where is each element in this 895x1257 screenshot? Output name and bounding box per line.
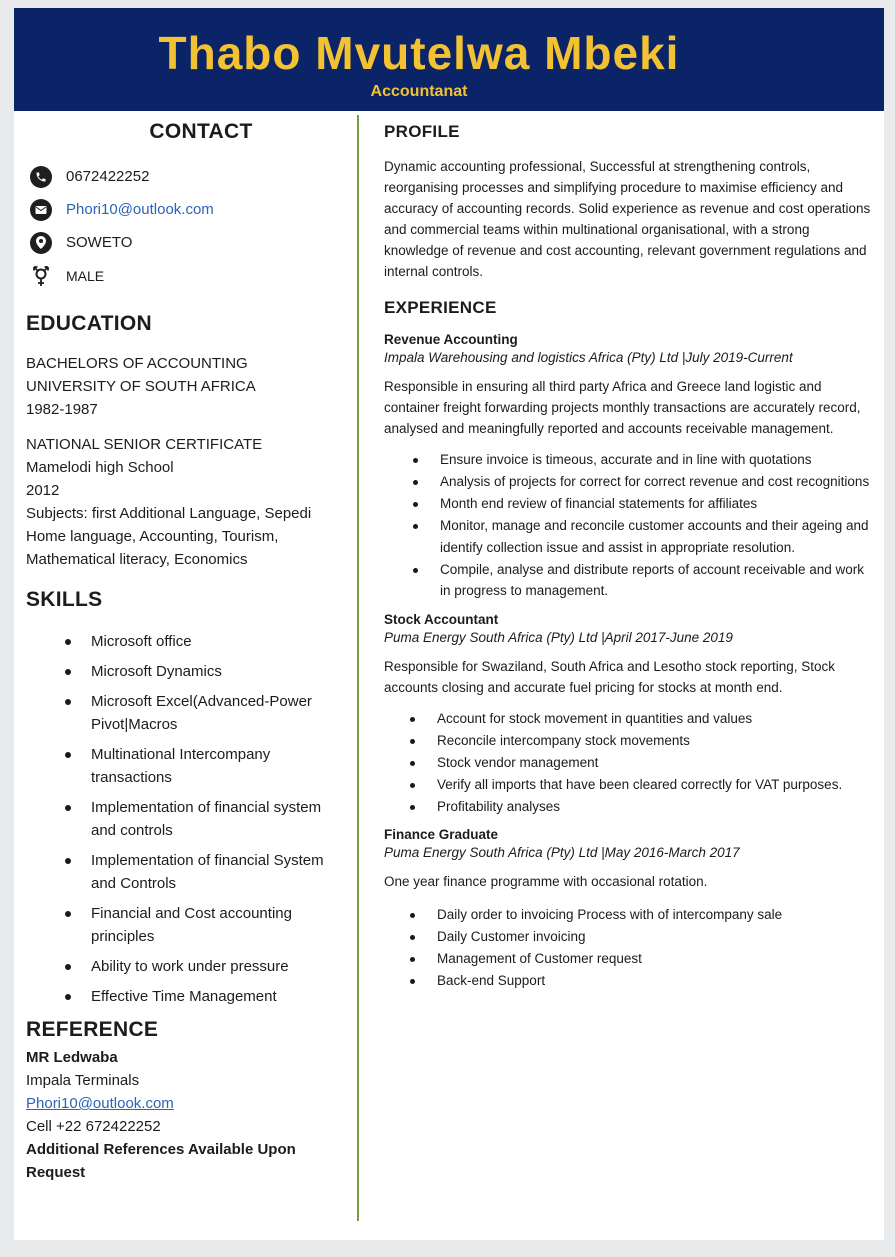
skills-section [26,588,346,1008]
skill-item: Microsoft office [63,630,346,653]
skill-item: Microsoft Excel(Advanced-Power Pivot|Macros [63,690,346,736]
education-heading: EDUCATION [26,312,152,335]
job-bullet: Daily Customer invoicing [408,926,874,948]
job-company: Puma Energy South Africa (Pty) Ltd |May 2016-March 2017 [384,845,740,860]
education-qualification: BACHELORS OF ACCOUNTING [26,355,248,372]
reference-name: MR Ledwaba [26,1049,118,1066]
education-qualification: NATIONAL SENIOR CERTIFICATE [26,436,263,453]
reference-note: Additional References Available Upon Request [26,1141,296,1181]
job-summary: Responsible in ensuring all third party Africa and Greece land logistic and container freight forwarding projects monthly transactions are accurately record, analysed and meaningfully reported and accounts receivable management. [384,379,861,436]
profile-text: Dynamic accounting professional, Successful at strengthening controls, reorganising processes and simplifying procedure to maximise efficiency and accuracy of accounting records. Solid experience as revenue and cost operations and commercial teams within multinational organisational, with a strong knowledge of revenue and cost accounting, relevant government regulations and internal controls. [384,159,871,279]
column-divider [357,115,359,1221]
experience-heading: EXPERIENCE [384,298,497,317]
education-years: 1982-1987 [26,401,98,418]
reference-cell: Cell +22 672422252 [26,1118,161,1135]
job-bullets [384,449,874,602]
contact-phone: 0672422252 [66,168,150,185]
contact-location-row [26,226,346,259]
skill-item: Financial and Cost accounting principles [63,902,346,948]
phone-icon [30,166,52,188]
job-bullets [384,708,874,818]
skill-item: Microsoft Dynamics [63,660,346,683]
left-column [26,120,346,1184]
location-icon [30,232,52,254]
reference-email-link[interactable]: Phori10@outlook.com [26,1095,174,1112]
job-title: Accountanat [370,83,468,100]
reference-heading: REFERENCE [26,1018,159,1041]
reference-section [26,1018,346,1184]
job-bullet: Compile, analyse and distribute reports of account receivable and work in progress to management. [411,559,874,602]
education-subjects: Subjects: first Additional Language, Sepedi [26,505,312,522]
skill-item: Effective Time Management [63,985,346,1008]
header-banner [14,8,884,111]
contact-phone-row [26,160,346,193]
job-bullet: Verify all imports that have been cleared correctly for VAT purposes. [408,774,874,796]
education-years: 2012 [26,482,60,499]
profile-heading: PROFILE [384,122,460,141]
skill-item: Implementation of financial system and controls [63,796,346,842]
job-bullet: Management of Customer request [408,948,874,970]
reference-company: Impala Terminals [26,1072,140,1089]
job-summary: Responsible for Swaziland, South Africa and Lesotho stock reporting, Stock accounts closing and accurate fuel pricing for stocks at month end. [384,658,836,695]
job-bullet: Analysis of projects for correct for correct revenue and cost recognitions [411,471,874,493]
job-bullet: Monitor, manage and reconcile customer accounts and their ageing and identify collection issue and assist in appropriate resolution. [411,515,874,558]
education-institution: UNIVERSITY OF SOUTH AFRICA [26,378,256,395]
email-icon [30,199,52,221]
job-bullet: Daily order to invoicing Process with of intercompany sale [408,904,874,926]
job-company: Puma Energy South Africa (Pty) Ltd |April 2017-June 2019 [384,629,733,645]
job-summary: One year finance programme with occasional rotation. [384,874,708,889]
skill-item: Multinational Intercompany transactions [63,743,346,789]
job-bullets [384,904,874,992]
gender-icon [30,265,52,287]
contact-heading: CONTACT [149,120,253,143]
candidate-name: Thabo Mvutelwa Mbeki [158,27,680,79]
contact-gender-row [26,259,346,292]
skills-list [26,630,346,1008]
job-entry [384,332,874,602]
job-company: Impala Warehousing and logistics Africa (Pty) Ltd |July 2019-Current [384,350,793,365]
contact-location: SOWETO [66,234,133,251]
job-role: Stock Accountant [384,611,499,627]
job-entry [384,827,874,992]
job-bullet: Back-end Support [408,970,874,992]
right-column [384,122,874,992]
resume-page [14,8,884,1240]
job-bullet: Account for stock movement in quantities and values [408,708,874,730]
education-subjects: Home language, Accounting, Tourism, [26,528,279,545]
job-role: Revenue Accounting [384,332,518,347]
education-section [26,312,346,571]
job-bullet: Stock vendor management [408,752,874,774]
job-bullet: Reconcile intercompany stock movements [408,730,874,752]
job-bullet: Month end review of financial statements for affiliates [411,493,874,515]
job-role: Finance Graduate [384,827,499,842]
contact-email-link[interactable]: Phori10@outlook.com [66,201,214,218]
skills-heading: SKILLS [26,588,103,611]
job-bullet: Profitability analyses [408,796,874,818]
education-subjects: Mathematical literacy, Economics [26,551,248,568]
job-bullet: Ensure invoice is timeous, accurate and in line with quotations [411,449,874,471]
contact-gender: MALE [66,267,105,284]
skill-item: Ability to work under pressure [63,955,346,978]
education-institution: Mamelodi high School [26,459,174,476]
job-entry [384,612,874,818]
contact-email-row [26,193,346,226]
skill-item: Implementation of financial System and Controls [63,849,346,895]
